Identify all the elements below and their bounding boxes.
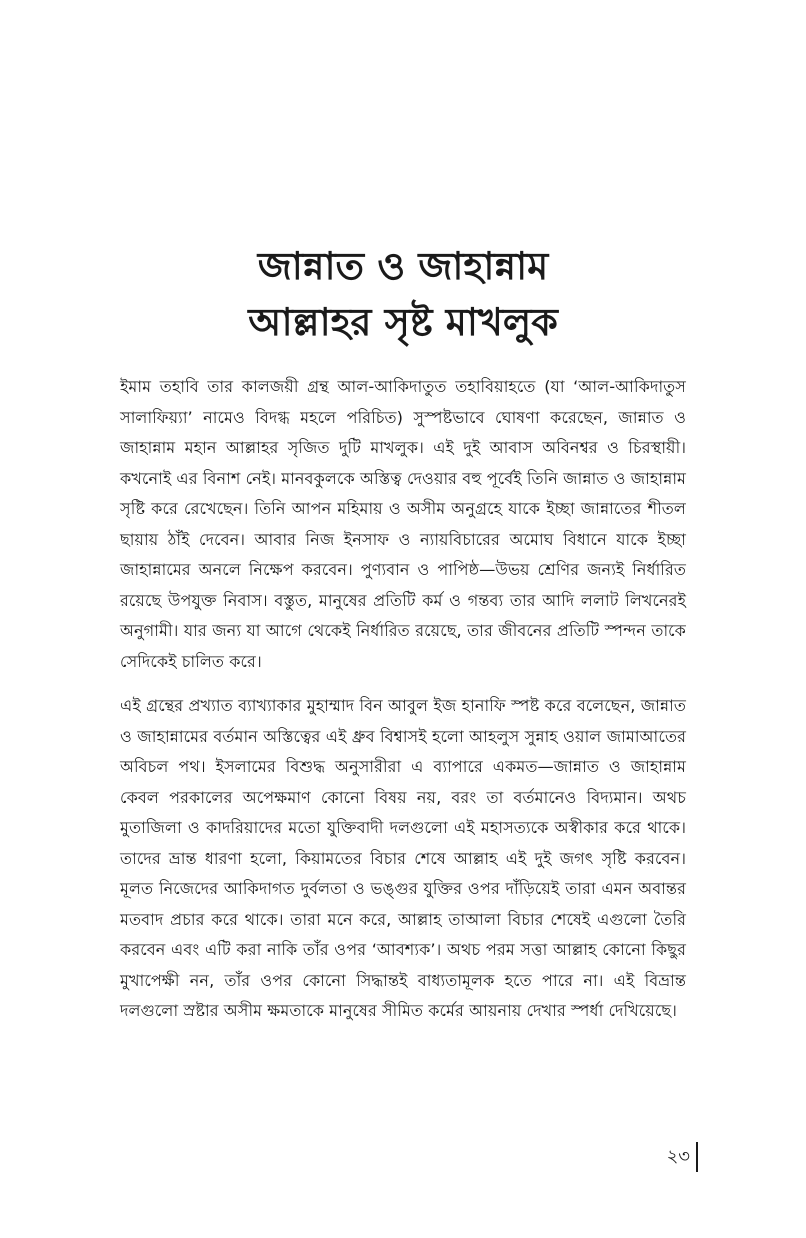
page-number-divider <box>696 1142 698 1172</box>
chapter-title-line-2: আল্লাহর সৃষ্ট মাখলুক <box>248 300 558 344</box>
paragraph-2: এই গ্রন্থের প্রখ্যাত ব্যাখ্যাকার মুহাম্মাদ বিন আবুল ইজ হানাফি স্পষ্ট করে বলেছেন, জান্নাত ও জাহান্নামের বর্তমান অস্তিত্বের এই ধ্রুব বিশ্বাসই হলো আহলুস সুন্নাহ ওয়াল জামাআতের অবিচল পথ। ইসলামের বিশুদ্ধ অনুসারীরা এ ব্যাপারে একমত—জান্নাত ও জাহান্নাম কেবল পরকালের অপেক্ষমাণ কোনো বিষয় নয়, বরং তা বর্তমানেও বিদ্যমান। অথচ মুতাজিলা ও কাদরিয়াদের মতো যুক্তিবাদী দলগুলো এই মহাসত্যকে অস্বীকার করে থাকে। তাদের ভ্রান্ত ধারণা হলো, কিয়ামতের বিচার শেষে আল্লাহ এই দুই জগৎ সৃষ্টি করবেন। মূলত নিজেদের আকিদাগত দুর্বলতা ও ভঙ্গুর যুক্তির ওপর দাঁড়িয়েই তারা এমন অবান্তর মতবাদ প্রচার করে থাকে। তারা মনে করে, আল্লাহ তাআলা বিচার শেষেই এগুলো তৈরি করবেন এবং এটি করা নাকি তাঁর ওপর ‘আবশ্যক’। অথচ পরম সত্তা আল্লাহ কোনো কিছুর মুখাপেক্ষী নন, তাঁর ওপর কোনো সিদ্ধান্তই বাধ্যতামূলক হতে পারে না। এই বিভ্রান্ত দলগুলো স্রষ্টার অসীম ক্ষমতাকে মানুষের সীমিত কর্মের আয়নায় দেখার স্পর্ধা দেখিয়েছে। <box>120 696 686 1020</box>
chapter-title <box>0 238 806 350</box>
body-text <box>120 372 686 1041</box>
page-number: ২৩ <box>666 1146 690 1167</box>
paragraph-1: ইমাম তহাবি তার কালজয়ী গ্রন্থ আল-আকিদাতুত তহাবিয়াহতে (যা ‘আল-আকিদাতুস সালাফিয়্যা’ নামেও বিদগ্ধ মহলে পরিচিত) সুস্পষ্টভাবে ঘোষণা করেছেন, জান্নাত ও জাহান্নাম মহান আল্লাহর সৃজিত দুটি মাখলুক। এই দুই আবাস অবিনশ্বর ও চিরস্থায়ী। কখনোই এর বিনাশ নেই। মানবকুলকে অস্তিত্ব দেওয়ার বহু পূর্বেই তিনি জান্নাত ও জাহান্নাম সৃষ্টি করে রেখেছেন। তিনি আপন মহিমায় ও অসীম অনুগ্রহে যাকে ইচ্ছা জান্নাতের শীতল ছায়ায় ঠাঁই দেবেন। আবার নিজ ইনসাফ ও ন্যায়বিচারের অমোঘ বিধানে যাকে ইচ্ছা জাহান্নামের অনলে নিক্ষেপ করবেন। পুণ্যবান ও পাপিষ্ঠ—উভয় শ্রেণির জন্যই নির্ধারিত রয়েছে উপযুক্ত নিবাস। বস্তুত, মানুষের প্রতিটি কর্ম ও গন্তব্য তার আদি ললাট লিখনেরই অনুগামী। যার জন্য যা আগে থেকেই নির্ধারিত রয়েছে, তার জীবনের প্রতিটি স্পন্দন তাকে সেদিকেই চালিত করে। <box>120 377 686 671</box>
chapter-title-line-1: জান্নাত ও জাহান্নাম <box>257 244 549 288</box>
